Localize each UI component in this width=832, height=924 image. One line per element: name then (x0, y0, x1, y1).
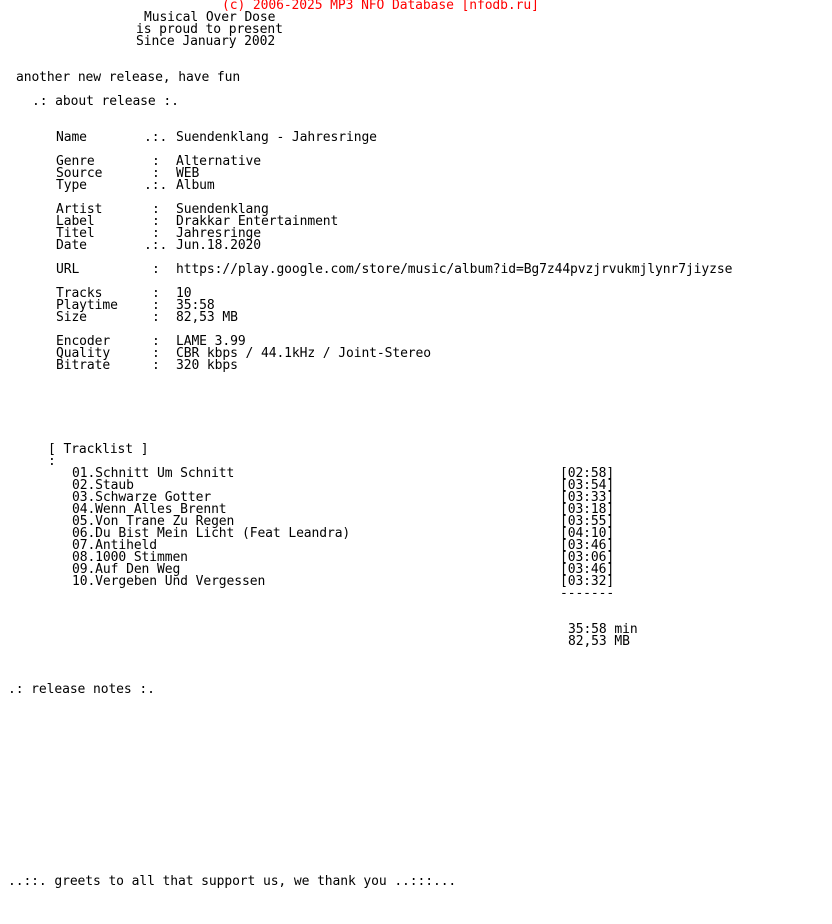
track-title: 06.Du Bist Mein Licht (Feat Leandra) (72, 526, 351, 541)
quality-label: Quality (56, 346, 111, 361)
tracklist-marker: : (48, 454, 56, 469)
tracks-separator: : (152, 286, 160, 301)
greets-footer: ..::. greets to all that support us, we thank you ..:::... (8, 874, 457, 889)
type-value: Album (176, 178, 215, 193)
track-duration: [03:18] (560, 502, 615, 517)
source-value: WEB (176, 166, 200, 181)
titel-separator: : (152, 226, 160, 241)
track-title: 03.Schwarze Gotter (72, 490, 212, 505)
track-title: 08.1000 Stimmen (72, 550, 188, 565)
url-label: URL (56, 262, 80, 277)
track-duration: [03:32] (560, 574, 615, 589)
track-title: 05.Von Trane Zu Regen (72, 514, 235, 529)
playtime-value: 35:58 (176, 298, 215, 313)
intro-line-2: is proud to present (136, 22, 283, 37)
track-duration: [04:10] (560, 526, 615, 541)
date-value: Jun.18.2020 (176, 238, 261, 253)
intro-line-1: Musical Over Dose (144, 10, 276, 25)
about-release-heading: .: about release :. (32, 94, 179, 109)
type-label: Type (56, 178, 87, 193)
source-separator: : (152, 166, 160, 181)
genre-value: Alternative (176, 154, 261, 169)
titel-value: Jahresringe (176, 226, 261, 241)
tagline: another new release, have fun (16, 70, 241, 85)
genre-label: Genre (56, 154, 95, 169)
tracks-value: 10 (176, 286, 192, 301)
track-duration: [03:55] (560, 514, 615, 529)
release-notes-heading: .: release notes :. (8, 682, 155, 697)
total-size: 82,53 MB (568, 634, 630, 649)
artist-label: Artist (56, 202, 103, 217)
track-title: 01.Schnitt Um Schnitt (72, 466, 235, 481)
track-title: 02.Staub (72, 478, 134, 493)
track-duration: [02:58] (560, 466, 615, 481)
track-duration: [03:46] (560, 562, 615, 577)
artist-separator: : (152, 202, 160, 217)
quality-value: CBR kbps / 44.1kHz / Joint-Stereo (176, 346, 431, 361)
track-duration: [03:46] (560, 538, 615, 553)
type-separator: .:. (144, 178, 168, 193)
label-value: Drakkar Entertainment (176, 214, 339, 229)
encoder-separator: : (152, 334, 160, 349)
bitrate-value: 320 kbps (176, 358, 238, 373)
track-title: 10.Vergeben Und Vergessen (72, 574, 266, 589)
track-title: 04.Wenn Alles Brennt (72, 502, 227, 517)
size-separator: : (152, 310, 160, 325)
date-label: Date (56, 238, 87, 253)
copyright-header: (c) 2006-2025 MP3 NFO Database [nfodb.ru] (222, 0, 539, 13)
titel-label: Titel (56, 226, 95, 241)
artist-value: Suendenklang (176, 202, 269, 217)
track-title: 09.Auf Den Weg (72, 562, 181, 577)
encoder-value: LAME 3.99 (176, 334, 246, 349)
track-title: 07.Antiheld (72, 538, 157, 553)
playtime-separator: : (152, 298, 160, 313)
genre-separator: : (152, 154, 160, 169)
size-label: Size (56, 310, 87, 325)
bitrate-label: Bitrate (56, 358, 111, 373)
source-label: Source (56, 166, 103, 181)
intro-line-3: Since January 2002 (136, 34, 276, 49)
encoder-label: Encoder (56, 334, 111, 349)
playtime-label: Playtime (56, 298, 118, 313)
tracklist-divider: ------- (560, 586, 615, 601)
bitrate-separator: : (152, 358, 160, 373)
size-value: 82,53 MB (176, 310, 238, 325)
date-separator: .:. (144, 238, 168, 253)
total-playtime: 35:58 min (568, 622, 638, 637)
url-value: https://play.google.com/store/music/album?id=Bg7z44pvzjrvukmjlynr7jiyzse (176, 262, 733, 277)
tracklist-heading: [ Tracklist ] (48, 442, 149, 457)
quality-separator: : (152, 346, 160, 361)
label-separator: : (152, 214, 160, 229)
url-separator: : (152, 262, 160, 277)
track-duration: [03:54] (560, 478, 615, 493)
track-duration: [03:06] (560, 550, 615, 565)
name-separator: .:. (144, 130, 168, 145)
tracks-label: Tracks (56, 286, 103, 301)
name-label: Name (56, 130, 87, 145)
label-label: Label (56, 214, 95, 229)
track-duration: [03:33] (560, 490, 615, 505)
name-value: Suendenklang - Jahresringe (176, 130, 377, 145)
